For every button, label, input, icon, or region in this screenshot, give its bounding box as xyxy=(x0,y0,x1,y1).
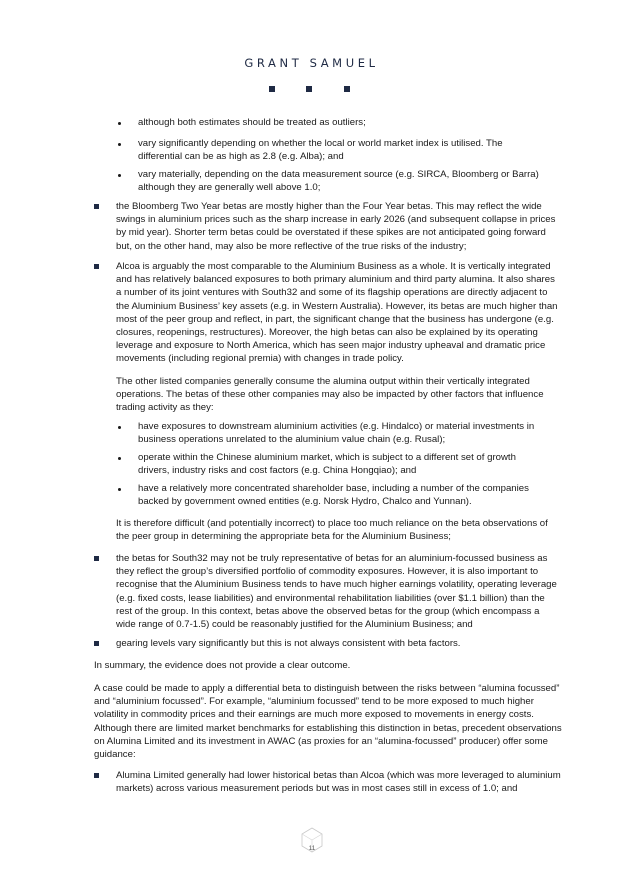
bullet-square-icon xyxy=(94,204,99,209)
sub-bullet-text: although both estimates should be treated as outliers; xyxy=(138,117,366,128)
bullet-square-icon xyxy=(94,556,99,561)
paragraph-case: A case could be made to apply a differential beta to distinguish between the risks between “alumina focussed” and “aluminium focussed”. For example, “aluminium focussed” tend to be more exposed to much higher volatility in commodity prices and their earnings are much more exposed to movements in energy costs. Although there are limited market benchmarks for establishing this distinction in betas, precedent observations on Alumina Limited and its investment in AWAC (as proxies for an “alumina-focussed” producer) offer some guidance: xyxy=(94,683,562,761)
square-icon xyxy=(344,86,350,92)
sub-bullet-text: have exposures to downstream aluminium activities (e.g. Hindalco) or material investments in business operations unrelated to the aluminium value chain (e.g. Rusal); xyxy=(138,421,535,446)
paragraph-gearing: gearing levels vary significantly but this is not always consistent with beta factors. xyxy=(116,638,461,649)
paragraph-other-companies: The other listed companies generally consume the alumina output within their vertically integrated operations. The betas of these other companies may also be impacted by other factors that influence trading activity as they: xyxy=(116,376,544,414)
bullet-icon xyxy=(118,488,121,491)
header xyxy=(0,56,623,70)
square-icon xyxy=(269,86,275,92)
bullet-square-icon xyxy=(94,773,99,778)
paragraph-alumina-limited: Alumina Limited generally had lower historical betas than Alcoa (which was more leveraged to aluminium markets) across various measurement periods but was in most cases still in excess of 1.0; and xyxy=(116,770,561,795)
bullet-icon xyxy=(118,457,121,460)
sub-bullet-text: operate within the Chinese aluminium market, which is subject to a different set of growth drivers, industry risks and cost factors (e.g. China Hongqiao); and xyxy=(138,452,516,477)
bullet-square-icon xyxy=(94,264,99,269)
bullet-icon xyxy=(118,122,121,125)
bullet-icon xyxy=(118,426,121,429)
paragraph-south32: the betas for South32 may not be truly representative of betas for an aluminium-focussed business as they reflect the group’s diversified portfolio of commodity exposures. However, it is also important to recognise that the Aluminium Business tends to have much higher earnings volatility, operating leverage (e.g. fixed costs, lease liabilities) and environmental rehabilitation liabilities (over $1.1 billion) than the rest of the group. In this context, betas above the observed betas for the group (which encompass a wide range of 0.7-1.5) could be reasonably justified for the Aluminium Business; and xyxy=(116,553,557,631)
paragraph-difficult: It is therefore difficult (and potentially incorrect) to place too much reliance on the beta observations of the peer group in determining the appropriate beta for the Aluminium Business; xyxy=(116,518,548,543)
sub-bullet-text: vary significantly depending on whether the local or world market index is utilised. The differential can be as high as 2.8 (e.g. Alba); and xyxy=(138,138,503,163)
header-squares xyxy=(0,86,623,96)
sub-bullet-text: vary materially, depending on the data measurement source (e.g. SIRCA, Bloomberg or Barra) although they are generally well above 1.0; xyxy=(138,169,539,194)
sub-bullet-text: have a relatively more concentrated shareholder base, including a number of the companies backed by government owned entities (e.g. Norsk Hydro, Chalco and Yunnan). xyxy=(138,483,529,508)
paragraph-bloomberg: the Bloomberg Two Year betas are mostly higher than the Four Year betas. This may reflect the wide swings in aluminium prices such as the sharp increase in early 2026 (and subsequent collapse in prices by mid year). Shorter term betas could be overstated if these spikes are not anticipated going forward but, on the other hand, may also be more reflective of the true risks of the industry; xyxy=(116,201,556,252)
paragraph-summary: In summary, the evidence does not provide a clear outcome. xyxy=(94,660,351,671)
bullet-icon xyxy=(118,174,121,177)
brand-logo-text: GRANT SAMUEL xyxy=(244,56,379,70)
square-icon xyxy=(306,86,312,92)
page-number: 11 xyxy=(308,845,316,852)
bullet-icon xyxy=(118,143,121,146)
bullet-square-icon xyxy=(94,641,99,646)
paragraph-alcoa: Alcoa is arguably the most comparable to the Aluminium Business as a whole. It is vertically integrated and has relatively balanced exposures to both primary aluminium and third party alumina. It also shares a number of its joint ventures with South32 and some of its flagship operations are directly adjacent to the Aluminium Business’ key assets (e.g. in Western Australia). However, its betas are much higher than most of the peer group and reflect, in part, the significant change that the business has undergone (e.g. closures, reopenings, restructures). Moreover, the high betas can also be explained by its operating leverage and exposure to North America, which has seen major industry upheaval and dramatic price movements (including regional premia) with changes in trade policy. xyxy=(116,261,558,365)
